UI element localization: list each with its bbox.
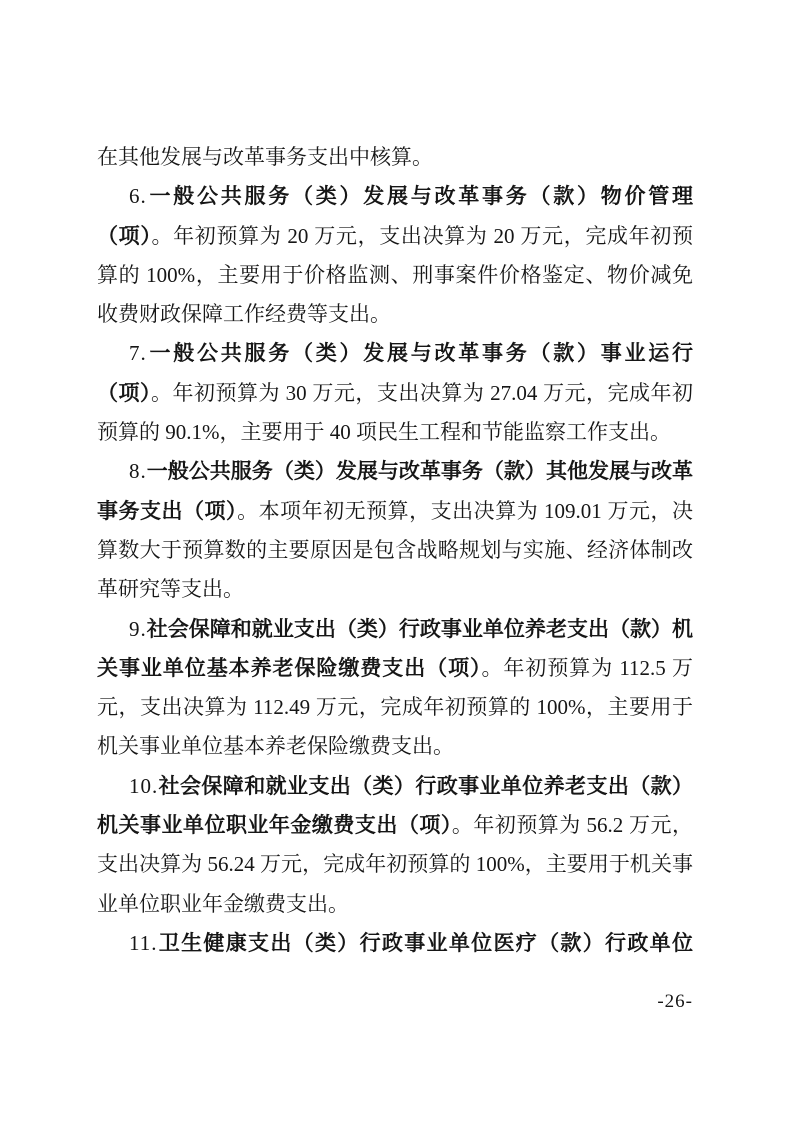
paragraph-text: 。年初预算为 112.5 万元，支出决算为 112.49 万元，完成年初预算的 100%，主要用于机关事业单位基本养老保险缴费支出。 xyxy=(97,655,693,759)
item-number: 6. xyxy=(129,184,147,209)
budget-item-10 xyxy=(97,767,693,924)
item-number: 11. xyxy=(129,930,158,955)
paragraph-text: 。年初预算为 30 万元，支出决算为 27.04 万元，完成年初预算的 90.1%，主要用于 40 项民生工程和节能监察工作支出。 xyxy=(97,380,694,445)
item-title: 卫生健康支出（类）行政事业单位医疗（款）行政单位 xyxy=(157,930,693,955)
paragraph-continuation xyxy=(97,138,693,177)
paragraph-text: 。本项年初无预算，支出决算为 109.01 万元，决算数大于预算数的主要原因是包含战略规划与实施、经济体制改革研究等支出。 xyxy=(97,498,694,602)
paragraph-text: 。年初预算为 56.2 万元，支出决算为 56.24 万元，完成年初预算的 100%，主要用于机关事业单位职业年金缴费支出。 xyxy=(97,813,694,916)
item-number: 8. xyxy=(129,459,147,484)
budget-item-9 xyxy=(97,610,693,767)
item-title: 社会保障和就业支出（类）行政事业单位养老支出（款）机关事业单位基本养老保险缴费支出（项） xyxy=(97,616,693,680)
budget-item-11 xyxy=(97,924,693,963)
budget-item-6 xyxy=(97,177,693,334)
page-number: -26- xyxy=(657,991,693,1012)
paragraph-text: 。年初预算为 20 万元，支出决算为 20 万元，完成年初预算的 100%，主要用于价格监测、刑事案件价格鉴定、物价减免收费财政保障工作经费等支出。 xyxy=(97,223,694,327)
item-title: 一般公共服务（类）发展与改革事务（款）其他发展与改革事务支出（项） xyxy=(97,459,693,523)
budget-item-8 xyxy=(97,452,693,609)
item-number: 10. xyxy=(129,773,159,798)
document-body xyxy=(97,138,693,963)
item-number: 7. xyxy=(129,341,147,366)
paragraph-text: 在其他发展与改革事务支出中核算。 xyxy=(97,145,433,169)
budget-item-7 xyxy=(97,334,693,452)
item-title: 一般公共服务（类）发展与改革事务（款）物价管理（项） xyxy=(97,184,693,248)
item-number: 9. xyxy=(129,616,147,641)
item-title: 一般公共服务（类）发展与改革事务（款）事业运行（项） xyxy=(97,341,693,405)
item-title: 社会保障和就业支出（类）行政事业单位养老支出（款）机关事业单位职业年金缴费支出（项） xyxy=(97,773,693,838)
